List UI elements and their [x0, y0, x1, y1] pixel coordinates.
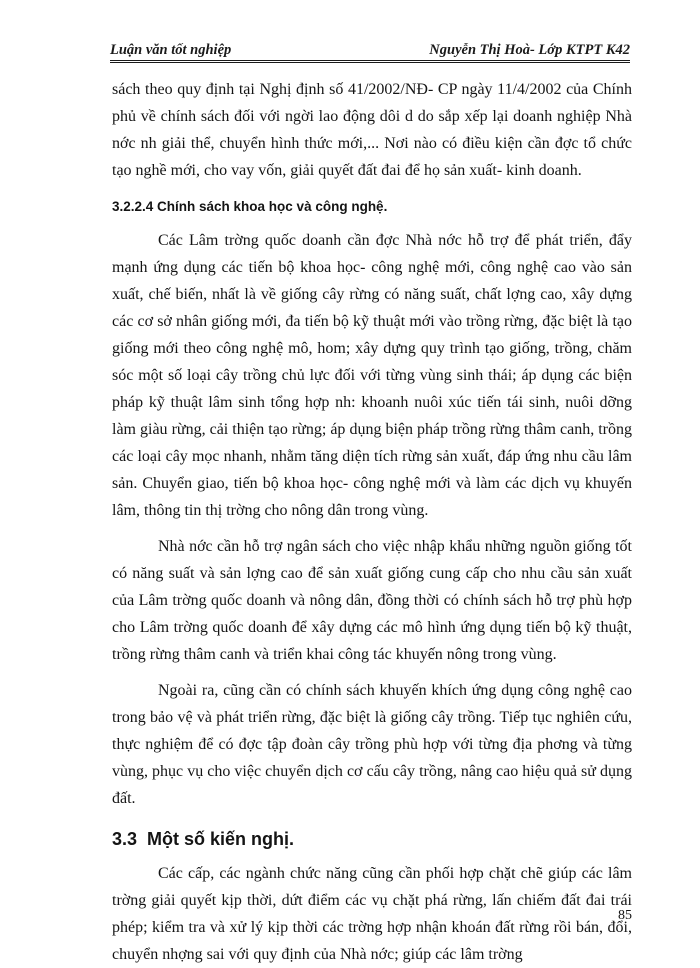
paragraph-continuation: sách theo quy định tại Nghị định số 41/2002/NĐ- CP ngày 11/4/2002 của Chính phủ về chính sách đối với ngời lao động dôi d do sắp xếp lại doanh nghiệp Nhà nớc nh giải thể, chuyển hình thức mới,... Nơi nào có điều kiện cần đợc tổ chức tạo nghề mới, cho vay vốn, giải quyết đất đai để họ sản xuất- kinh doanh. [112, 81, 632, 179]
subsection-heading-3224: 3.2.2.4 Chính sách khoa học và công nghệ. [112, 199, 388, 214]
section-number: 3.3 [112, 829, 138, 849]
paragraph-state-support: Nhà nớc cần hỗ trợ ngân sách cho việc nhập khẩu những nguồn giống tốt có năng suất và sản lợng cao để sản xuất giống cung cấp cho nhu cầu sản xuất của Lâm trờng quốc doanh và nông dân, đồng thời có chính sách hỗ trợ phù hợp cho Lâm trờng quốc doanh để xây dựng các mô hình ứng dụng tiến bộ kỹ thuật, trồng rừng thâm canh và triển khai công tác khuyến nông trong vùng. [112, 538, 632, 663]
header-rule [110, 60, 630, 65]
paragraph-high-tech: Ngoài ra, cũng cần có chính sách khuyến khích ứng dụng công nghệ cao trong bảo vệ và phát triển rừng, đặc biệt là giống cây trồng. Tiếp tục nghiên cứu, thực nghiệm để có đợc tập đoàn cây trồng phù hợp với từng địa phơng và từng vùng, phục vụ cho việc chuyển dịch cơ cấu cây trồng, nâng cao hiệu quả sử dụng đất. [112, 682, 632, 807]
page-number: 85 [618, 908, 632, 923]
header-thesis-title: Luận văn tốt nghiệp [110, 42, 232, 58]
running-header [110, 38, 630, 64]
section-title: Một số kiến nghị. [147, 829, 295, 849]
section-heading-33 [112, 826, 632, 852]
paragraph-science-tech: Các Lâm trờng quốc doanh cần đợc Nhà nớc hỗ trợ để phát triển, đẩy mạnh ứng dụng các tiến bộ khoa học- công nghệ mới, công nghệ cao vào sản xuất, chế biến, nhất là về giống cây rừng có năng suất, chất lợng cao, xây dựng các cơ sở nhân giống mới, đa tiến bộ kỹ thuật mới vào trồng rừng, đặc biệt là tạo giống mới theo công nghệ mô, hom; xây dựng quy trình tạo giống, trồng, chăm sóc một số loại cây trồng chủ lực đối với từng vùng sinh thái; áp dụng các biện pháp kỹ thuật lâm sinh tổng hợp nh: khoanh nuôi xúc tiến tái sinh, nuôi dỡng làm giàu rừng, cải thiện tạo rừng; áp dụng biện pháp trồng rừng thâm canh, trồng các loại cây mọc nhanh, nhằm tăng diện tích rừng sản xuất, đáp ứng nhu cầu lâm sản. Chuyển giao, tiến bộ khoa học- công nghệ mới và làm các dịch vụ khuyến lâm, thông tin thị trờng cho nông dân trong vùng. [112, 232, 632, 519]
header-author: Nguyễn Thị Hoà- Lớp KTPT K42 [429, 42, 630, 58]
page-body [112, 76, 632, 968]
paragraph-recommendations: Các cấp, các ngành chức năng cũng cần phối hợp chặt chẽ giúp các lâm trờng giải quyết kịp thời, dứt điểm các vụ chặt phá rừng, lấn chiếm đất đai trái phép; kiểm tra và xử lý kịp thời các trờng hợp nhận khoán đất rừng rồi bán, đổi, chuyển nhợng sai với quy định của Nhà nớc; giúp các lâm trờng [112, 865, 632, 963]
